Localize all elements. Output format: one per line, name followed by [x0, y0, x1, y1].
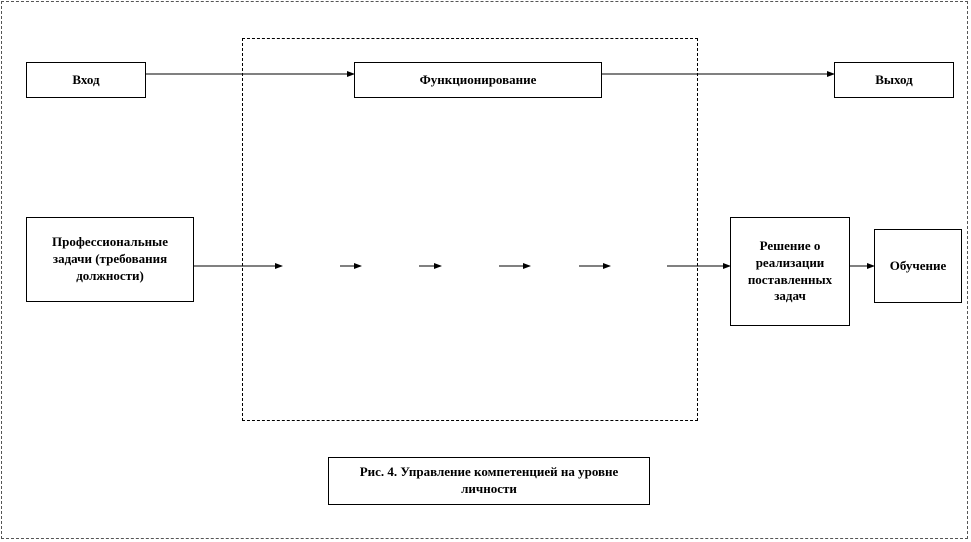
output-box: Выход: [834, 62, 954, 98]
figure-caption: Рис. 4. Управление компетенцией на уровне личности: [328, 457, 650, 505]
functioning-box: Функционирование: [354, 62, 602, 98]
training-box: Обучение: [874, 229, 962, 303]
decision-box: Решение о реализации поставленных задач: [730, 217, 850, 326]
input-box: Вход: [26, 62, 146, 98]
professional-tasks-box: Профессиональные задачи (требования должности): [26, 217, 194, 302]
